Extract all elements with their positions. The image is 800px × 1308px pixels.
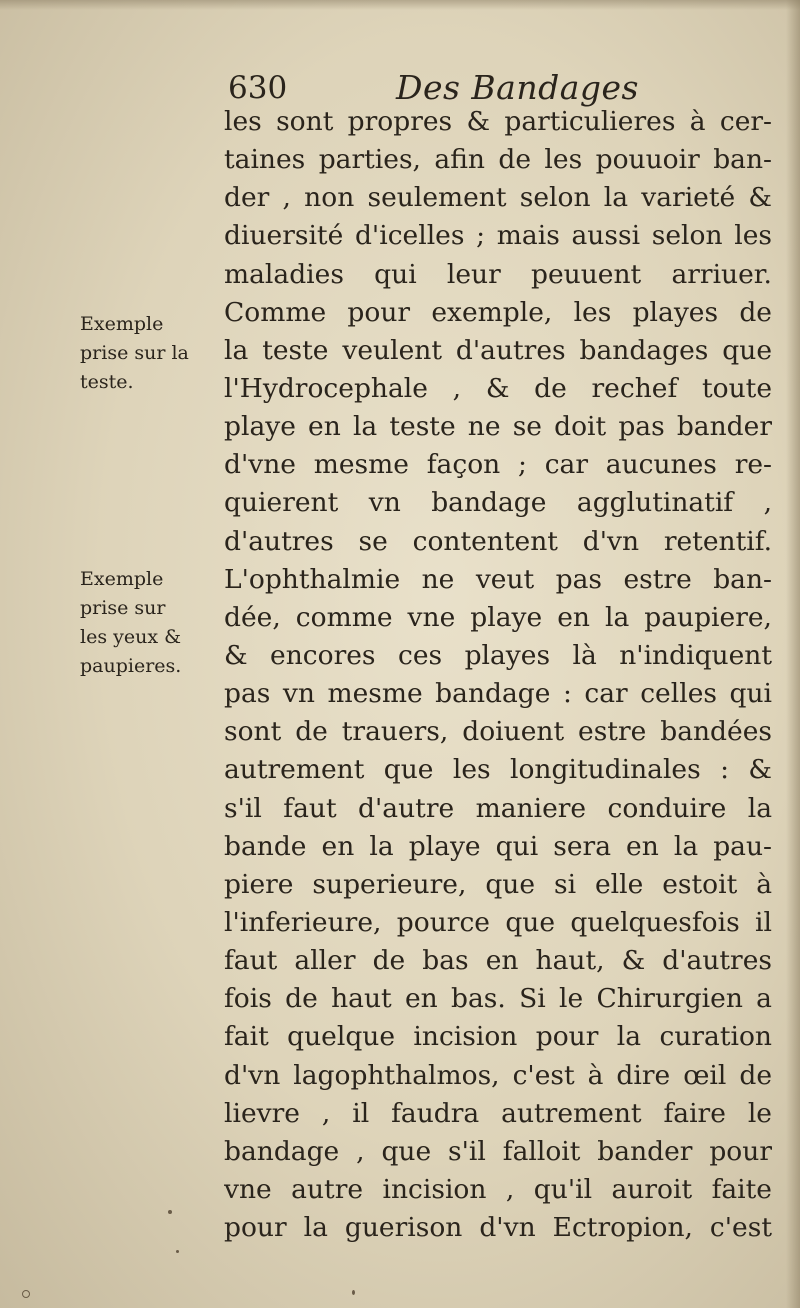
text-line: la teste veulent d'autres bandages que [224, 334, 772, 366]
text-line: les sont propres & particulieres à cer- [224, 106, 772, 137]
text-line: dée, comme vne playe en la paupiere, [224, 601, 772, 633]
margin-note-line: paupieres. [80, 655, 182, 677]
text-line: vne autre incision , qu'il auroit faite [224, 1173, 772, 1205]
text-line: pas vn mesme bandage : car celles qui [224, 678, 772, 710]
text-line: piere superieure, que si elle estoit à [224, 868, 772, 900]
margin-note-line: les yeux & [80, 626, 181, 648]
text-line: fait quelque incision pour la curation [224, 1021, 772, 1053]
right-edge-shadow [786, 0, 800, 1308]
text-line: & encores ces playes là n'indiquent [224, 639, 772, 671]
text-line: taines parties, afin de les pouuoir ban- [224, 144, 772, 176]
ink-speck [352, 1290, 355, 1295]
margin-note-line: prise sur [80, 597, 166, 619]
text-line: lievre , il faudra autrement faire le [224, 1097, 772, 1129]
margin-note-eyes [80, 565, 218, 681]
ink-speck [22, 1290, 30, 1298]
text-line: s'il faut d'autre maniere conduire la [224, 792, 772, 824]
top-edge-shadow [0, 0, 800, 10]
text-line: l'inferieure, pource que quelquesfois il [224, 906, 772, 938]
margin-note-line: prise sur la [80, 342, 189, 364]
text-line: faut aller de bas en haut, & d'autres [224, 945, 772, 977]
text-line: d'vne mesme façon ; car aucunes re- [224, 449, 772, 481]
text-line: bande en la playe qui sera en la pau- [224, 830, 772, 862]
margin-note-head [80, 310, 218, 397]
text-line: bandage , que s'il falloit bander pour [224, 1135, 772, 1167]
text-line: d'vn lagophthalmos, c'est à dire œil de [224, 1059, 772, 1091]
text-line: d'autres se contentent d'vn retentif. [224, 525, 772, 557]
body-text [224, 103, 772, 1247]
text-line: L'ophthalmie ne veut pas estre ban- [224, 563, 772, 595]
text-line: autrement que les longitudinales : & [224, 754, 772, 786]
text-line: playe en la teste ne se doit pas bander [224, 411, 772, 443]
ink-speck [168, 1210, 172, 1214]
page-number: 630 [228, 70, 288, 106]
ink-speck [176, 1250, 179, 1253]
text-line: diuersité d'icelles ; mais aussi selon les [224, 220, 772, 252]
text-line: pour la guerison d'vn Ectropion, c'est [224, 1212, 772, 1244]
text-line: Comme pour exemple, les playes de [224, 296, 772, 328]
margin-note-line: Exemple [80, 568, 164, 590]
running-title: Des Bandages [396, 68, 639, 107]
text-line: fois de haut en bas. Si le Chirurgien a [224, 983, 772, 1015]
text-line: der , non seulement selon la varieté & [224, 182, 772, 214]
margin-note-line: Exemple [80, 313, 164, 335]
text-line: quierent vn bandage agglutinatif , [224, 487, 772, 519]
margin-note-line: teste. [80, 371, 134, 393]
text-line: maladies qui leur peuuent arriuer. [224, 258, 772, 290]
text-line: sont de trauers, doiuent estre bandées [224, 716, 772, 748]
text-line: l'Hydrocephale , & de rechef toute [224, 372, 772, 404]
